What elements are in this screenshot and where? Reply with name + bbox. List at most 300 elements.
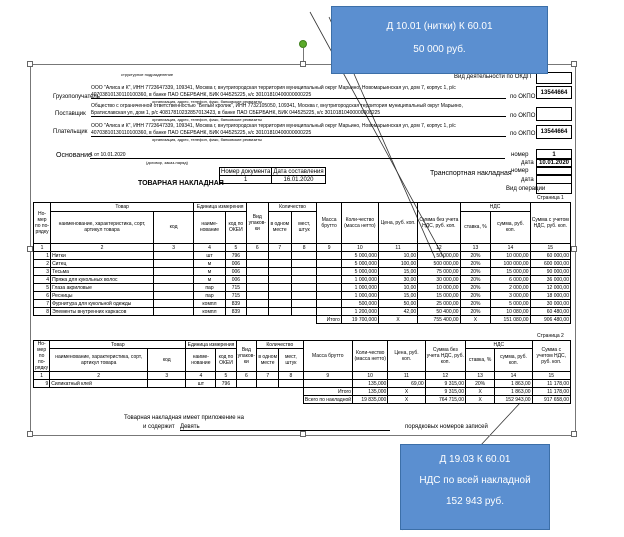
cell-price: 100,00	[378, 260, 417, 268]
hdr-total: Сумма с учетом НДС, руб. коп.	[530, 203, 570, 244]
itogo1-st: X	[460, 316, 491, 324]
cell-kol: 5 000,000	[341, 260, 378, 268]
cell-total: 11 178,00	[532, 380, 570, 388]
hdr2-kol: Количество	[257, 341, 303, 349]
p2-colnum-13: 13	[466, 372, 495, 380]
doc-number-table	[219, 167, 326, 184]
hdr2-name: наименование, характеристика, сорт, артикул товара	[50, 349, 148, 372]
okdp-label: Вид деятельности по ОКДП	[454, 74, 532, 80]
payer-hint: организация, адрес, телефон, факс, банковские реквизиты	[152, 137, 262, 142]
cell-empty	[153, 252, 193, 260]
cell-empty	[291, 308, 316, 316]
itogo2-st: X	[466, 388, 495, 396]
cell-empty	[279, 380, 303, 388]
cell-okei: 715	[225, 292, 246, 300]
p2-colnum-2: 2	[50, 372, 148, 380]
nomer-label: номер	[511, 152, 529, 158]
supplier-line2: Братиславская ул, дом 1, р/с 40817810232857013423, в банке ПАО СБЕРБАНК, БИК 044525225, к/с 30101810400000000225	[91, 111, 506, 117]
hdr-tovar: Товар	[51, 203, 194, 212]
vsego-nds: 152 943,00	[495, 396, 532, 404]
p1-colnum-15: 15	[530, 244, 570, 252]
hdr2-tovar: Товар	[50, 341, 186, 349]
recipient-hint: организация, адрес, телефон, факс, банковские реквизиты	[152, 99, 262, 104]
hdr2-vid: Вид упаков-ки	[236, 341, 257, 372]
hdr-name: наименование, характеристика, сорт, артикул товара	[51, 211, 154, 243]
hdr-sum: Сумма без учета НДС, руб. коп.	[418, 203, 460, 244]
cell-ed: шт	[194, 252, 225, 260]
cell-empty	[268, 300, 291, 308]
vsego-sum: 764 715,00	[425, 396, 465, 404]
p1-colnum-2: 2	[51, 244, 154, 252]
p1-colnum-14: 14	[491, 244, 530, 252]
hdr2-edizm: Единица измерения	[187, 341, 235, 348]
data-value: 10.01.2020	[536, 158, 572, 168]
table-row	[34, 252, 571, 260]
cell-st: 20%	[460, 252, 491, 260]
hdr-ndssum: сумма, руб. коп.	[491, 211, 530, 243]
cell-name: Ситец	[51, 260, 154, 268]
itogo-label-1: Итого	[317, 316, 341, 324]
cell-empty	[291, 300, 316, 308]
hdr-price: Цена, руб. коп.	[378, 203, 417, 244]
cell-price: 69,00	[388, 380, 425, 388]
cell-empty	[153, 268, 193, 276]
cell-kol: 5 000,000	[341, 268, 378, 276]
p2-colnum-14: 14	[495, 372, 532, 380]
cell-price: 15,00	[378, 292, 417, 300]
doc-title: ТОВАРНАЯ НАКЛАДНАЯ	[138, 180, 224, 187]
cell-empty	[317, 292, 341, 300]
p1-colnum-4: 4	[194, 244, 225, 252]
cell-okei: 006	[225, 260, 246, 268]
p1-colnum-11: 11	[378, 244, 417, 252]
callout-top-line1: Д 10.01 (нитки) К 60.01	[386, 21, 493, 32]
hdr-edname: наиме-нование	[194, 211, 225, 243]
cell-st: 20%	[460, 260, 491, 268]
cell-name: Фурнитура для кукольной одежды	[51, 300, 154, 308]
payer-line2: 40703810130110100360, в банке ПАО СБЕРБАНК, БИК 044525225, к/с 30101810400000000225	[91, 131, 506, 137]
cell-st: 20%	[466, 380, 495, 388]
p1-colnum-5: 5	[225, 244, 246, 252]
recipient-okpo: 13544664	[536, 86, 572, 99]
data-label: дата	[521, 160, 534, 166]
payer-okpo: 13544664	[536, 125, 572, 139]
cell-nds: 10 000,00	[491, 252, 530, 260]
cell-nds: 3 000,00	[491, 292, 530, 300]
resize-handle-mr[interactable]	[571, 246, 577, 252]
rotation-handle[interactable]	[299, 40, 307, 48]
cell-empty	[148, 380, 186, 388]
cell-name: Глаза акриловые	[51, 284, 154, 292]
cell-ed: м	[194, 260, 225, 268]
cell-name: Нитки	[51, 252, 154, 260]
cell-okei: 839	[225, 300, 246, 308]
callout-bottom-line2: НДС по всей накладной	[419, 475, 531, 486]
resize-handle-tc[interactable]	[300, 61, 306, 67]
hdr2-brutto: Масса брутто	[303, 341, 353, 372]
cell-st: 20%	[460, 276, 491, 284]
cell-empty	[268, 284, 291, 292]
itogo1-nds: 151 080,00	[491, 316, 530, 324]
cell-name: Силикатный клей	[50, 380, 148, 388]
cell-n: 6	[34, 292, 51, 300]
cell-price: 10,00	[378, 252, 417, 260]
cell-total: 90 000,00	[530, 268, 570, 276]
hdr2-kod: код	[148, 349, 186, 372]
cell-empty	[268, 268, 291, 276]
goods-table-page1	[33, 202, 571, 324]
cell-sum: 9 315,00	[425, 380, 465, 388]
cell-empty	[317, 284, 341, 292]
cell-name: Элементы внутренних каркасов	[51, 308, 154, 316]
resize-handle-bc[interactable]	[300, 431, 306, 437]
cell-empty	[247, 308, 269, 316]
doc-date: 16.01.2020	[272, 176, 325, 184]
recipient-line1: ООО "Алиса и К", ИНН 7723647339, 109341, Москва г, внутригородская территория муниципальный округ Марьино, Новомарьинская ул, дом 7, корпус 1, р/с	[91, 85, 456, 91]
hdr-brutto: Масса брутто	[317, 203, 341, 244]
itogo2-price: X	[388, 388, 425, 396]
p1-colnum-3: 3	[153, 244, 193, 252]
data2-label: дата	[521, 177, 534, 183]
cell-empty	[317, 276, 341, 284]
hdr2-sum: Сумма без учета НДС, руб. коп.	[425, 341, 465, 372]
itogo2-sum: 9 315,00	[425, 388, 465, 396]
doc-num: 1	[220, 176, 272, 184]
cell-total: 60 000,00	[530, 252, 570, 260]
okpo-label-1: по ОКПО	[510, 94, 536, 100]
p2-colnum-12: 12	[425, 372, 465, 380]
table-row	[34, 308, 571, 316]
goods-table-page2	[33, 340, 571, 404]
cell-sum: 75 000,00	[418, 268, 460, 276]
cell-total: 18 000,00	[530, 292, 570, 300]
nomer2-label: номер	[511, 168, 529, 174]
cell-n: 8	[34, 308, 51, 316]
cell-kol: 135,000	[353, 380, 388, 388]
cell-okei: 006	[225, 268, 246, 276]
vsego-total: 917 658,00	[532, 396, 570, 404]
cell-empty	[317, 252, 341, 260]
hdr2-total: Сумма с учетом НДС, руб. коп.	[532, 341, 570, 372]
hdr2-num: Но-мер по по-рядку	[35, 341, 49, 371]
cell-empty	[268, 308, 291, 316]
hdr2-okei: код по ОКЕИ	[216, 349, 236, 372]
p2-colnum-6: 6	[236, 372, 257, 380]
p2-colnum-8: 8	[279, 372, 303, 380]
cell-nds: 6 000,00	[491, 276, 530, 284]
vsego-kol: 19 835,000	[353, 396, 388, 404]
p1-colnum-12: 12	[418, 244, 460, 252]
cell-empty	[291, 292, 316, 300]
cell-name: Пряжа для кукольных волос	[51, 276, 154, 284]
cell-ed: м	[194, 276, 225, 284]
cell-ed: компл	[194, 308, 225, 316]
hdr2-odnom: в одном месте	[257, 349, 279, 372]
hdr-okei: код по ОКЕИ	[225, 211, 246, 243]
cell-empty	[291, 284, 316, 292]
cell-empty	[257, 380, 279, 388]
cell-kol: 1 000,000	[341, 276, 378, 284]
cell-empty	[247, 276, 269, 284]
cell-n: 1	[34, 252, 51, 260]
cell-empty	[291, 276, 316, 284]
doc-date-header: Дата составления	[273, 168, 324, 175]
cell-empty	[317, 268, 341, 276]
vsego-price: X	[388, 396, 425, 404]
p1-colnum-7: 7	[268, 244, 291, 252]
cell-empty	[268, 260, 291, 268]
cell-empty	[317, 300, 341, 308]
okpo-label-2: по ОКПО	[510, 113, 536, 119]
cell-n: 5	[34, 284, 51, 292]
itogo-row-page1	[34, 316, 571, 324]
hdr2-nds: НДС	[466, 341, 533, 349]
cell-st: 20%	[460, 300, 491, 308]
basis-hint: (договор, заказ-наряд)	[146, 160, 188, 165]
table-row	[34, 260, 571, 268]
transport-label: Транспортная накладная	[430, 170, 512, 177]
vsego-label: Всего по накладной	[304, 396, 352, 403]
cell-okei: 839	[225, 308, 246, 316]
hdr-edizm: Единица измерения	[194, 203, 247, 212]
basis-value: 1 от 10.01.2020	[90, 153, 505, 159]
cell-empty	[268, 252, 291, 260]
cell-price: 50,00	[378, 300, 417, 308]
cell-empty	[291, 268, 316, 276]
p2-colnum-15: 15	[532, 372, 570, 380]
cell-n: 4	[34, 276, 51, 284]
p2-colnum-7: 7	[257, 372, 279, 380]
callout-bottom-line3: 152 943 руб.	[446, 496, 504, 507]
hdr2-stavka: ставка, %	[466, 349, 495, 372]
supplier-hint: организация, адрес, телефон, факс, банковские реквизиты	[152, 117, 262, 122]
cell-n: 9	[34, 380, 50, 388]
resize-handle-bl[interactable]	[27, 431, 33, 437]
p2-colnum-4: 4	[186, 372, 216, 380]
cell-empty	[153, 308, 193, 316]
recipient-label: Грузополучатель	[53, 94, 100, 100]
resize-handle-br[interactable]	[571, 431, 577, 437]
supplier-line1: Общество с ограниченной ответственностью "Белый кролик", ИНН 7732105050, 109341, Москва г, внутригородская территория муниципальный округ Марьино,	[91, 103, 463, 109]
footer-line3: порядковых номеров записей	[405, 424, 488, 430]
table-row	[34, 268, 571, 276]
column-numbers-row	[34, 244, 571, 252]
callout-top	[331, 6, 548, 74]
hdr-odnom: в одном месте	[268, 211, 291, 243]
itogo2-kol: 135,000	[353, 388, 388, 396]
cell-okei: 796	[216, 380, 236, 388]
cell-sum: 500 000,00	[418, 260, 460, 268]
cell-empty	[247, 260, 269, 268]
itogo1-kol: 19 700,000	[341, 316, 378, 324]
struct-label: структурное подразделение	[121, 72, 174, 77]
vid-label: Вид операции	[506, 186, 546, 192]
cell-st: 20%	[460, 284, 491, 292]
cell-name: Тесьма	[51, 268, 154, 276]
cell-ed: компл	[194, 300, 225, 308]
cell-kol: 1 000,000	[341, 292, 378, 300]
vid-box	[536, 183, 572, 194]
hdr2-price: Цена, руб. коп.	[388, 341, 425, 372]
table-row	[34, 380, 571, 388]
basis-label: Основание	[56, 152, 92, 159]
cell-st: 20%	[460, 292, 491, 300]
itogo-label-2: Итого	[303, 388, 353, 396]
goods-rows-page1	[34, 252, 571, 316]
cell-empty	[291, 252, 316, 260]
p2-colnum-11: 11	[388, 372, 425, 380]
cell-empty	[303, 380, 353, 388]
cell-empty	[291, 260, 316, 268]
cell-nds: 1 863,00	[495, 380, 532, 388]
vsego-row	[34, 396, 571, 404]
cell-st: 20%	[460, 308, 491, 316]
cell-kol: 5 000,000	[341, 252, 378, 260]
cell-ed: м	[194, 268, 225, 276]
p1-colnum-8: 8	[291, 244, 316, 252]
nomer-value: 1	[536, 149, 572, 160]
page2-label: Страница 2	[537, 333, 564, 339]
doc-num-header: Номер документа	[221, 168, 271, 175]
table-row	[34, 300, 571, 308]
p2-colnum-1: 1	[34, 372, 50, 380]
hdr-stavka: ставка, %	[460, 211, 491, 243]
p1-colnum-10: 10	[341, 244, 378, 252]
cell-nds: 100 000,00	[491, 260, 530, 268]
p1-colnum-9: 9	[317, 244, 341, 252]
cell-empty	[247, 268, 269, 276]
cell-n: 7	[34, 300, 51, 308]
cell-sum: 30 000,00	[418, 276, 460, 284]
itogo2-total: 11 178,00	[532, 388, 570, 396]
cell-ed: пар	[194, 284, 225, 292]
itogo1-sum: 755 400,00	[418, 316, 460, 324]
column-numbers-row-2	[34, 372, 571, 380]
cell-kol: 1 200,000	[341, 308, 378, 316]
payer-label: Плательщик	[53, 129, 88, 135]
cell-sum: 10 000,00	[418, 284, 460, 292]
hdr-kol: Количество	[268, 203, 317, 212]
cell-empty	[153, 300, 193, 308]
cell-name: Ресницы	[51, 292, 154, 300]
cell-empty	[153, 260, 193, 268]
cell-nds: 15 000,00	[491, 268, 530, 276]
hdr-mest: мест, штук	[291, 211, 316, 243]
itogo2-nds: 1 863,00	[495, 388, 532, 396]
callout-bottom-line1: Д 19.03 К 60.01	[439, 454, 511, 465]
vsego-st: X	[466, 396, 495, 404]
p1-colnum-6: 6	[247, 244, 269, 252]
supplier-okpo-box	[536, 107, 572, 121]
hdr2-ndssum: сумма, руб. коп.	[495, 349, 532, 372]
cell-sum: 50 400,00	[418, 308, 460, 316]
payer-line1: ООО "Алиса и К", ИНН 7723647339, 109341, Москва г, внутригородская территория муниципальный округ Марьино, Новомарьинская ул, дом 7, корпус 1, р/с	[91, 123, 456, 129]
hdr2-kolvo: Коли-чество (масса нетто)	[353, 341, 388, 372]
table-row	[34, 284, 571, 292]
cell-total: 30 000,00	[530, 300, 570, 308]
table-row	[34, 292, 571, 300]
cell-okei: 715	[225, 284, 246, 292]
hdr-kod: код	[153, 211, 193, 243]
itogo-row-page2	[34, 388, 571, 396]
resize-handle-tl[interactable]	[27, 61, 33, 67]
cell-sum: 50 000,00	[418, 252, 460, 260]
p2-colnum-5: 5	[216, 372, 236, 380]
cell-price: 15,00	[378, 268, 417, 276]
cell-empty	[153, 284, 193, 292]
cell-price: 42,00	[378, 308, 417, 316]
cell-n: 2	[34, 260, 51, 268]
cell-empty	[247, 284, 269, 292]
footer-line2: и содержит	[143, 424, 175, 430]
cell-kol: 500,000	[341, 300, 378, 308]
cell-empty	[153, 276, 193, 284]
supplier-label: Поставщик	[55, 111, 86, 117]
okpo-label-3: по ОКПО	[510, 131, 536, 137]
cell-n: 3	[34, 268, 51, 276]
cell-empty	[268, 276, 291, 284]
cell-empty	[247, 252, 269, 260]
cell-total: 60 480,00	[530, 308, 570, 316]
hdr-kolvo: Коли-чество (масса нетто)	[341, 203, 378, 244]
cell-nds: 10 080,00	[491, 308, 530, 316]
table-row	[34, 276, 571, 284]
hdr-vid: Вид упаков-ки	[247, 203, 269, 244]
hdr-num: Но-мер по по-рядку	[34, 203, 51, 244]
cell-total: 12 000,00	[530, 284, 570, 292]
cell-price: 30,00	[378, 276, 417, 284]
callout-bottom	[400, 444, 550, 530]
cell-price: 10,00	[378, 284, 417, 292]
p1-colnum-1: 1	[34, 244, 51, 252]
itogo1-total: 906 480,00	[530, 316, 570, 324]
cell-empty	[317, 308, 341, 316]
recipient-line2: 40703810130110100360, в банке ПАО СБЕРБАНК, БИК 044525225, к/с 30101810400000000225	[91, 93, 506, 99]
cell-empty	[153, 292, 193, 300]
p2-colnum-9: 9	[303, 372, 353, 380]
cell-empty	[268, 292, 291, 300]
hdr2-edname: наиме-нование	[186, 349, 216, 372]
itogo1-price: X	[378, 316, 417, 324]
page1-label: Страница 1	[537, 195, 564, 201]
cell-empty	[236, 380, 257, 388]
cell-empty	[247, 300, 269, 308]
goods-rows-page2	[34, 380, 571, 388]
p1-colnum-13: 13	[460, 244, 491, 252]
cell-ed: шт	[186, 380, 216, 388]
footer-line2-value: Девять	[180, 424, 390, 431]
cell-total: 600 000,00	[530, 260, 570, 268]
hdr2-mest: мест, штук	[279, 349, 303, 372]
cell-nds: 2 000,00	[491, 284, 530, 292]
cell-st: 20%	[460, 268, 491, 276]
cell-kol: 1 000,000	[341, 284, 378, 292]
footer-line1: Товарная накладная имеет приложение на	[124, 415, 244, 421]
cell-okei: 006	[225, 276, 246, 284]
p2-colnum-3: 3	[148, 372, 186, 380]
cell-okei: 796	[225, 252, 246, 260]
cell-sum: 25 000,00	[418, 300, 460, 308]
hdr-nds: НДС	[460, 203, 530, 212]
cell-nds: 5 000,00	[491, 300, 530, 308]
cell-total: 36 000,00	[530, 276, 570, 284]
callout-top-line2: 50 000 руб.	[413, 44, 466, 55]
cell-sum: 15 000,00	[418, 292, 460, 300]
resize-handle-tr[interactable]	[571, 61, 577, 67]
cell-ed: пар	[194, 292, 225, 300]
cell-empty	[247, 292, 269, 300]
p2-colnum-10: 10	[353, 372, 388, 380]
